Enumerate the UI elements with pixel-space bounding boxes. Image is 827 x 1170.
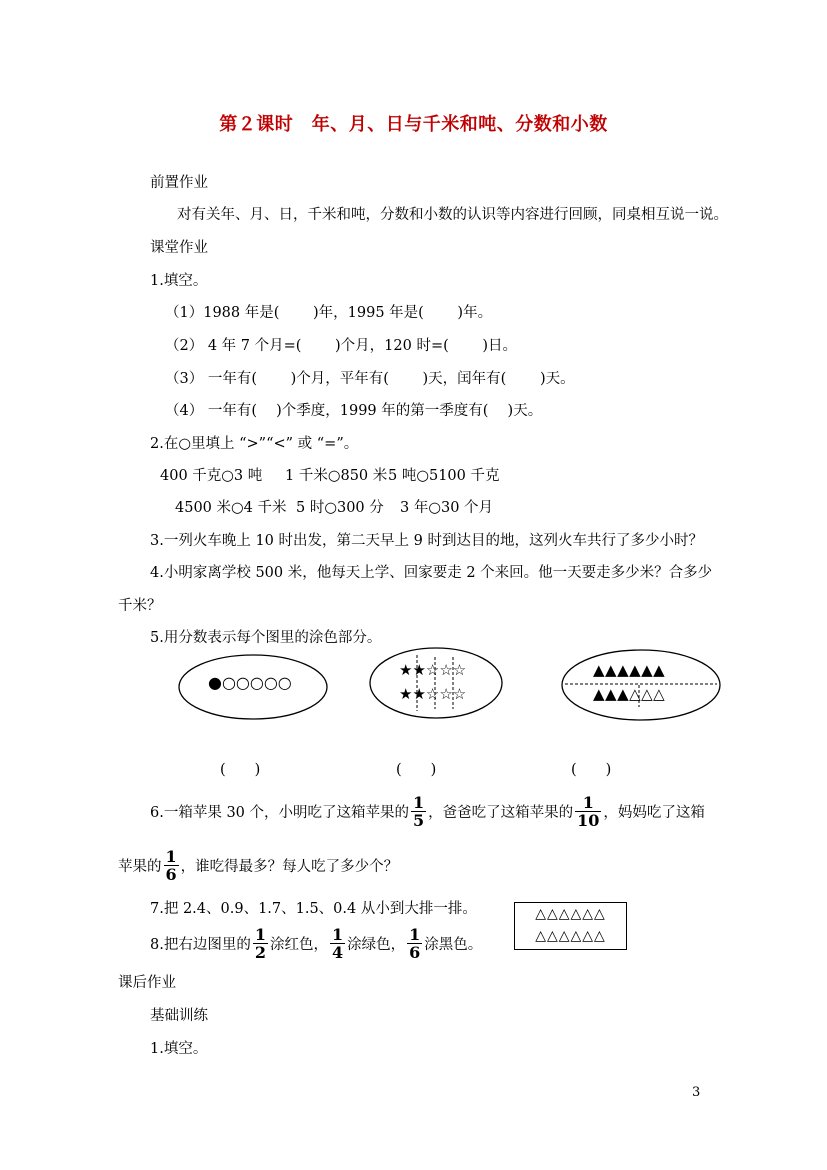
pre-heading: 前置作业 <box>150 175 208 191</box>
q5-answer-blank[interactable]: ( ) <box>220 762 261 778</box>
page-number: 3 <box>692 1085 701 1100</box>
fraction: $\frac{1}{6}$ <box>165 847 177 884</box>
q8-box-row-1: △△△△△△ <box>535 906 606 922</box>
after-heading: 课后作业 <box>118 975 176 991</box>
after-q1-label: 1.填空。 <box>150 1041 208 1057</box>
q4-line-1: 4.小明家离学校 500 米，他每天上学、回家要走 2 个来回。他一天要走多少米？合多少 <box>150 565 713 581</box>
q5-figure-3-row-2: ▲▲▲△△△ <box>593 685 666 703</box>
q5-figure-2 <box>369 647 503 719</box>
q1-label: 1.填空。 <box>150 273 208 289</box>
q2-item: 400 千克○3 吨 <box>160 468 263 484</box>
basic-heading: 基础训练 <box>150 1008 208 1024</box>
q6-line-1: 6.一箱苹果 30 个，小明吃了这箱苹果的 $\frac{1}{5}$ ，爸爸吃了这箱苹果的 $\frac{1}{10}$ ，妈妈吃了这箱 <box>150 793 705 830</box>
q4-line-2: 千米？ <box>118 598 162 614</box>
q3: 3.一列火车晚上 10 时出发，第二天早上 9 时到达目的地，这列火车共行了多少小时？ <box>150 533 703 549</box>
q8-box-row-2: △△△△△△ <box>535 928 606 944</box>
q1-line-4: （4） 一年有( )个季度，1999 年的第一季度有( )天。 <box>165 403 543 419</box>
class-heading: 课堂作业 <box>150 240 208 256</box>
q5-figure-2-row-1: ★★☆☆☆ <box>399 661 467 679</box>
q2-item: 5 时○300 分 <box>296 500 384 516</box>
q5-label: 5.用分数表示每个图里的涂色部分。 <box>150 630 382 646</box>
q2-item: 5 吨○5100 千克 <box>388 468 500 484</box>
q2-item: 3 年○30 个月 <box>400 500 494 516</box>
q2-item: 4500 米○4 千米 <box>175 500 287 516</box>
q2-label: 2.在○里填上 “>”“<” 或 “=”。 <box>150 436 359 452</box>
q5-answer-blank[interactable]: ( ) <box>396 762 437 778</box>
page-title: 第２课时 年、月、日与千米和吨、分数和小数 <box>219 114 608 135</box>
q2-item: 1 千米○850 米 <box>285 468 388 484</box>
q5-figure-2-row-2: ★★☆☆☆ <box>399 685 467 703</box>
fraction: $\frac{1}{10}$ <box>577 793 600 830</box>
fraction: $\frac{1}{6}$ <box>409 925 421 962</box>
q5-figure-3-row-1: ▲▲▲▲▲▲ <box>593 661 666 679</box>
pre-text: 对有关年、月、日，千米和吨，分数和小数的认识等内容进行回顾，同桌相互说一说。 <box>177 207 728 223</box>
q1-line-2: （2） 4 年 7 个月=( )个月，120 时=( )日。 <box>165 338 518 354</box>
fraction: $\frac{1}{2}$ <box>254 925 266 962</box>
q1-line-3: （3） 一年有( )个月，平年有( )天，闰年有( )天。 <box>165 371 575 387</box>
q7: 7.把 2.4、0.9、1.7、1.5、0.4 从小到大排一排。 <box>150 901 477 917</box>
q8-line: 8.把右边图里的 $\frac{1}{2}$ 涂红色， $\frac{1}{4}$ 涂绿色， $\frac{1}{6}$ 涂黑色。 <box>150 925 483 962</box>
q8-triangle-box <box>514 902 627 950</box>
fraction: $\frac{1}{5}$ <box>413 793 425 830</box>
q5-figure-1-circles: ●○○○○○ <box>208 673 292 692</box>
q6-line-2: 苹果的 $\frac{1}{6}$ ，谁吃得最多？每人吃了多少个？ <box>118 847 399 884</box>
q1-line-1: （1）1988 年是( )年，1995 年是( )年。 <box>165 305 493 321</box>
fraction: $\frac{1}{4}$ <box>331 925 344 962</box>
q5-answer-blank[interactable]: ( ) <box>571 762 612 778</box>
